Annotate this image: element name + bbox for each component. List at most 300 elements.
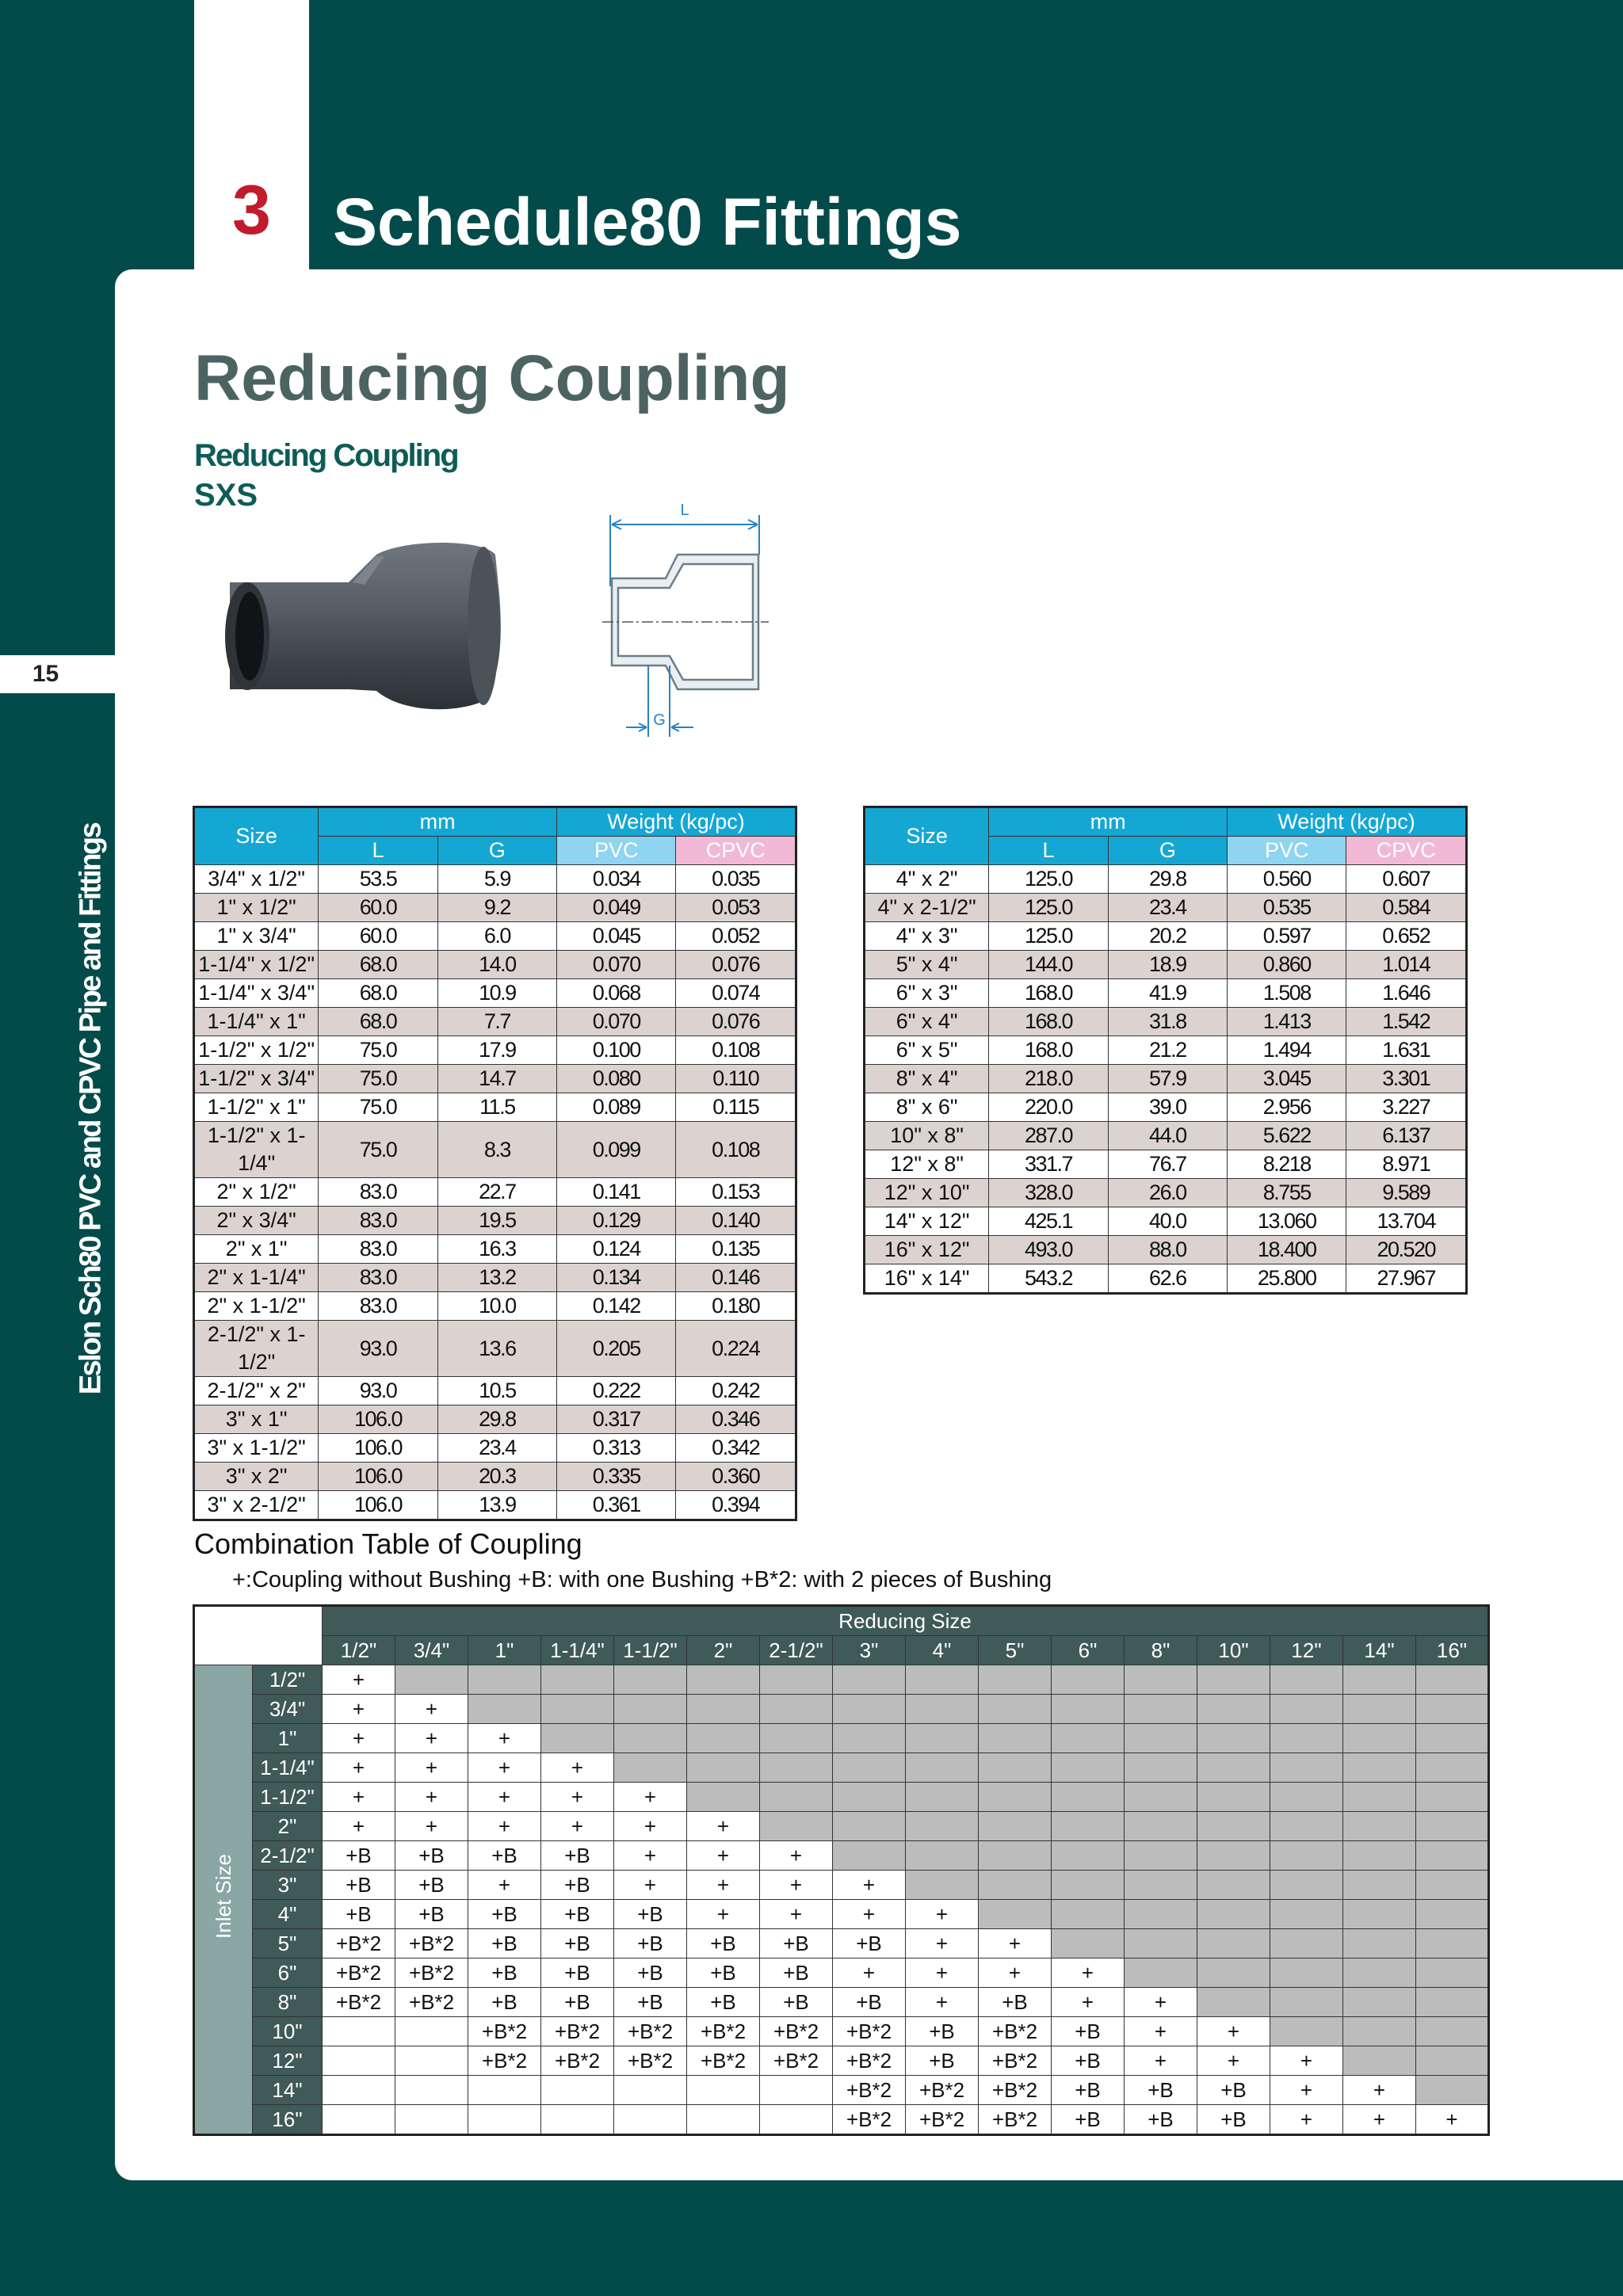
not-applicable-cell [541,1724,614,1753]
L-cell: 93.0 [319,1377,437,1405]
table-row [194,1065,796,1093]
G-cell: 22.7 [437,1178,556,1207]
not-applicable-cell [1416,1695,1489,1724]
pvc-weight-cell: 0.070 [557,951,676,979]
L-cell: 93.0 [319,1321,437,1377]
page-number: 15 [32,661,59,687]
combination-cell: +B [1125,2105,1197,2135]
L-cell: 83.0 [319,1292,437,1321]
cpvc-weight-cell: 0.140 [676,1207,796,1235]
size-header: Size [865,807,989,865]
L-cell: 125.0 [989,894,1108,922]
combination-cell: +B [614,1900,687,1929]
not-applicable-cell [1125,1900,1197,1929]
G-cell: 14.7 [437,1065,556,1093]
combination-row [194,2105,1489,2135]
cpvc-weight-cell: 0.053 [676,894,796,922]
dim-L-label: L [680,502,689,519]
combination-cell [541,2105,614,2135]
combination-cell: +B*2 [323,1958,395,1988]
size-cell: 3" x 1-1/2" [194,1434,319,1463]
L-cell: 425.1 [989,1207,1108,1236]
L-cell: 168.0 [989,1036,1108,1065]
not-applicable-cell [833,1695,906,1724]
pvc-weight-cell: 0.535 [1227,894,1346,922]
size-cell: 4" x 3" [865,922,989,951]
not-applicable-cell [1270,1724,1343,1753]
table-row [194,894,796,922]
not-applicable-cell [1343,1753,1416,1783]
not-applicable-cell [1197,1958,1270,1988]
combination-cell: +B [395,1900,468,1929]
cpvc-weight-cell: 3.301 [1346,1065,1467,1093]
cpvc-weight-cell: 8.971 [1346,1150,1467,1179]
L-cell: 106.0 [319,1491,437,1520]
combination-cell: + [395,1724,468,1753]
combination-cell: + [687,1900,760,1929]
combination-cell: +B*2 [468,2046,541,2076]
L-cell: 83.0 [319,1235,437,1264]
reducing-size-cell: 6" [1052,1636,1125,1665]
table-row [194,1008,796,1036]
reducing-size-cell: 14" [1343,1636,1416,1665]
combination-cell: + [979,1929,1052,1958]
pvc-weight-cell: 0.313 [557,1434,676,1463]
size-cell: 8" x 4" [865,1065,989,1093]
mm-header: mm [319,807,557,837]
size-cell: 2-1/2" x 1-1/2" [194,1321,319,1377]
combination-cell: +B*2 [323,1988,395,2017]
combination-cell: + [395,1812,468,1841]
combination-cell: +B [687,1929,760,1958]
G-cell: 13.6 [437,1321,556,1377]
not-applicable-cell [1197,1929,1270,1958]
cpvc-weight-cell: 3.227 [1346,1093,1467,1122]
inlet-size-cell: 6" [253,1958,323,1988]
page-header-title: Schedule80 Fittings [333,185,962,259]
G-cell: 40.0 [1108,1207,1227,1236]
combination-cell: +B*2 [979,2046,1052,2076]
combination-cell: + [906,1929,979,1958]
inlet-size-cell: 14" [253,2076,323,2105]
cpvc-weight-cell: 13.704 [1346,1207,1467,1236]
not-applicable-cell [833,1665,906,1695]
size-cell: 1" x 1/2" [194,894,319,922]
size-cell: 14" x 12" [865,1207,989,1236]
not-applicable-cell [1343,2046,1416,2076]
pvc-weight-cell: 0.045 [557,922,676,951]
L-cell: 328.0 [989,1179,1108,1207]
cpvc-weight-cell: 0.652 [1346,922,1467,951]
combination-row [194,1929,1489,1958]
L-cell: 75.0 [319,1122,437,1178]
table-row [194,1463,796,1491]
pvc-weight-cell: 0.080 [557,1065,676,1093]
pvc-header: PVC [1227,837,1346,865]
not-applicable-cell [1270,2017,1343,2046]
combination-cell: +B [1125,2076,1197,2105]
pvc-weight-cell: 0.089 [557,1093,676,1122]
not-applicable-cell [1416,1958,1489,1988]
combination-cell [614,2076,687,2105]
combination-cell: +B [906,2017,979,2046]
pvc-weight-cell: 0.205 [557,1321,676,1377]
not-applicable-cell [1416,1929,1489,1958]
combination-cell [541,2076,614,2105]
combination-cell: + [1197,2017,1270,2046]
combination-row [194,1958,1489,1988]
combination-cell: + [1416,2105,1489,2135]
reducing-size-cell: 3/4" [395,1636,468,1665]
table-row [194,979,796,1008]
cpvc-weight-cell: 0.074 [676,979,796,1008]
table-row [194,922,796,951]
pvc-weight-cell: 0.222 [557,1377,676,1405]
pvc-weight-cell: 0.860 [1227,951,1346,979]
not-applicable-cell [395,1665,468,1695]
combination-cell: +B [541,1841,614,1871]
G-cell: 8.3 [437,1122,556,1178]
combination-cell [468,2076,541,2105]
pvc-weight-cell: 0.560 [1227,865,1346,894]
L-cell: 68.0 [319,979,437,1008]
pvc-weight-cell: 1.413 [1227,1008,1346,1036]
combination-cell: +B*2 [687,2017,760,2046]
not-applicable-cell [1125,1753,1197,1783]
combination-cell: + [395,1783,468,1812]
L-cell: 331.7 [989,1150,1108,1179]
combination-cell: +B [468,1900,541,1929]
table-row [865,865,1467,894]
combination-row [194,1988,1489,2017]
pvc-header: PVC [557,837,676,865]
combination-cell: + [541,1783,614,1812]
not-applicable-cell [1343,1841,1416,1871]
L-cell: 53.5 [319,865,437,894]
not-applicable-cell [687,1783,760,1812]
not-applicable-cell [1125,1812,1197,1841]
combination-row [194,1900,1489,1929]
combination-cell: + [906,1958,979,1988]
G-cell: 29.8 [437,1405,556,1434]
pvc-weight-cell: 0.034 [557,865,676,894]
not-applicable-cell [1343,1783,1416,1812]
not-applicable-cell [1052,1753,1125,1783]
combination-cell: + [468,1871,541,1900]
size-cell: 1-1/4" x 1/2" [194,951,319,979]
G-cell: 10.9 [437,979,556,1008]
table-row [194,1377,796,1405]
combination-cell: +B*2 [833,2076,906,2105]
pvc-weight-cell: 0.597 [1227,922,1346,951]
not-applicable-cell [1197,1988,1270,2017]
reducing-size-cell: 1-1/2" [614,1636,687,1665]
pvc-weight-cell: 5.622 [1227,1122,1346,1150]
L-cell: 60.0 [319,894,437,922]
combination-row [194,1841,1489,1871]
combination-cell [395,2017,468,2046]
G-cell: 23.4 [1108,894,1227,922]
combination-cell: + [395,1753,468,1783]
combination-cell: + [760,1900,833,1929]
combination-cell [614,2105,687,2135]
table-row [194,1207,796,1235]
combination-cell: +B*2 [906,2105,979,2135]
pvc-weight-cell: 18.400 [1227,1236,1346,1264]
not-applicable-cell [687,1665,760,1695]
not-applicable-cell [1270,1900,1343,1929]
reducing-size-cell: 3" [833,1636,906,1665]
combination-cell: + [323,1665,395,1695]
not-applicable-cell [1343,1988,1416,2017]
L-cell: 220.0 [989,1093,1108,1122]
combination-cell: +B [323,1841,395,1871]
G-header: G [1108,837,1227,865]
combination-cell: + [833,1900,906,1929]
L-cell: 68.0 [319,1008,437,1036]
inlet-size-cell: 1/2" [253,1665,323,1695]
G-cell: 62.6 [1108,1264,1227,1294]
table-row [865,1207,1467,1236]
table-row [194,865,796,894]
size-header: Size [194,807,319,865]
not-applicable-cell [906,1724,979,1753]
reducing-size-cell: 2-1/2" [760,1636,833,1665]
G-cell: 10.5 [437,1377,556,1405]
not-applicable-cell [1343,2017,1416,2046]
combination-cell: +B [1197,2105,1270,2135]
not-applicable-cell [614,1665,687,1695]
combination-cell: +B [1052,2046,1125,2076]
combination-cell: +B [614,1958,687,1988]
not-applicable-cell [1197,1812,1270,1841]
not-applicable-cell [979,1841,1052,1871]
combination-cell: +B*2 [541,2017,614,2046]
L-cell: 493.0 [989,1236,1108,1264]
combination-cell: + [1052,1988,1125,2017]
not-applicable-cell [687,1753,760,1783]
combination-table [193,1604,1490,2136]
combination-row [194,1724,1489,1753]
not-applicable-cell [1197,1753,1270,1783]
weight-header: Weight (kg/pc) [557,807,796,837]
combination-cell: + [1197,2046,1270,2076]
combination-cell: +B [760,1988,833,2017]
not-applicable-cell [1343,1929,1416,1958]
not-applicable-cell [979,1753,1052,1783]
not-applicable-cell [687,1695,760,1724]
cpvc-header: CPVC [676,837,796,865]
G-header: G [437,837,556,865]
L-cell: 75.0 [319,1065,437,1093]
size-cell: 1-1/2" x 3/4" [194,1065,319,1093]
cpvc-weight-cell: 0.035 [676,865,796,894]
combination-cell [323,2046,395,2076]
combination-cell: +B [468,1988,541,2017]
not-applicable-cell [979,1900,1052,1929]
pvc-weight-cell: 0.049 [557,894,676,922]
reducing-size-cell: 10" [1197,1636,1270,1665]
not-applicable-cell [833,1724,906,1753]
not-applicable-cell [1125,1695,1197,1724]
not-applicable-cell [1270,1695,1343,1724]
table-row [865,979,1467,1008]
combination-cell: + [614,1841,687,1871]
not-applicable-cell [1197,1900,1270,1929]
G-cell: 44.0 [1108,1122,1227,1150]
not-applicable-cell [541,1665,614,1695]
combination-cell: +B [614,1929,687,1958]
table-row [865,1008,1467,1036]
combination-cell: +B [395,1871,468,1900]
inlet-size-cell: 10" [253,2017,323,2046]
not-applicable-cell [614,1724,687,1753]
not-applicable-cell [979,1695,1052,1724]
size-cell: 3" x 2" [194,1463,319,1491]
not-applicable-cell [906,1695,979,1724]
inlet-size-cell: 1" [253,1724,323,1753]
G-cell: 16.3 [437,1235,556,1264]
combination-cell: + [1270,2105,1343,2135]
reducing-size-cell: 16" [1416,1636,1489,1665]
size-cell: 5" x 4" [865,951,989,979]
combination-cell: +B*2 [395,1958,468,1988]
not-applicable-cell [1343,1900,1416,1929]
pvc-weight-cell: 0.142 [557,1292,676,1321]
combination-cell: +B*2 [614,2046,687,2076]
product-photo [214,507,515,721]
combination-title: Combination Table of Coupling [194,1527,582,1560]
combination-cell [468,2105,541,2135]
combination-cell: +B [468,1929,541,1958]
not-applicable-cell [979,1812,1052,1841]
cpvc-weight-cell: 0.224 [676,1321,796,1377]
not-applicable-cell [1416,2017,1489,2046]
size-cell: 2-1/2" x 2" [194,1377,319,1405]
inlet-size-cell: 5" [253,1929,323,1958]
combination-cell: + [468,1753,541,1783]
combination-cell: + [541,1753,614,1783]
combination-cell: +B*2 [323,1929,395,1958]
G-cell: 7.7 [437,1008,556,1036]
inlet-size-label: Inlet Size [212,1853,235,1939]
combination-cell: +B [468,1841,541,1871]
table-row [865,951,1467,979]
combination-cell: + [906,1988,979,2017]
combination-cell: +B [833,1929,906,1958]
cpvc-weight-cell: 0.360 [676,1463,796,1491]
size-cell: 2" x 1" [194,1235,319,1264]
not-applicable-cell [1052,1871,1125,1900]
cpvc-weight-cell: 0.180 [676,1292,796,1321]
L-cell: 106.0 [319,1405,437,1434]
pvc-weight-cell: 0.361 [557,1491,676,1520]
not-applicable-cell [1125,1929,1197,1958]
table-row [194,1093,796,1122]
size-cell: 6" x 4" [865,1008,989,1036]
L-cell: 125.0 [989,865,1108,894]
cpvc-weight-cell: 0.346 [676,1405,796,1434]
reducing-size-header: Reducing Size [323,1606,1489,1636]
combination-row [194,1665,1489,1695]
combination-cell: +B*2 [979,2105,1052,2135]
table-row [865,894,1467,922]
dimension-drawing [594,499,777,745]
combination-cell: +B*2 [395,1929,468,1958]
not-applicable-cell [906,1783,979,1812]
not-applicable-cell [541,1695,614,1724]
spec-table-right [863,806,1468,1295]
combination-cell: +B*2 [614,2017,687,2046]
combination-cell [760,2105,833,2135]
combination-cell: +B*2 [906,2076,979,2105]
reducing-size-cell: 1" [468,1636,541,1665]
size-cell: 10" x 8" [865,1122,989,1150]
reducing-size-cell: 1-1/4" [541,1636,614,1665]
cpvc-weight-cell: 0.607 [1346,865,1467,894]
G-cell: 13.9 [437,1491,556,1520]
not-applicable-cell [1197,1665,1270,1695]
reducing-size-cell: 5" [979,1636,1052,1665]
pvc-weight-cell: 2.956 [1227,1093,1346,1122]
pvc-weight-cell: 0.141 [557,1178,676,1207]
combination-cell [395,2105,468,2135]
L-cell: 144.0 [989,951,1108,979]
weight-header: Weight (kg/pc) [1227,807,1466,837]
combination-cell [395,2046,468,2076]
combination-cell: +B [395,1841,468,1871]
not-applicable-cell [906,1753,979,1783]
not-applicable-cell [1052,1783,1125,1812]
not-applicable-cell [1052,1665,1125,1695]
combination-cell [323,2105,395,2135]
not-applicable-cell [1125,1841,1197,1871]
size-cell: 1-1/4" x 1" [194,1008,319,1036]
L-cell: 83.0 [319,1264,437,1292]
not-applicable-cell [1197,1695,1270,1724]
combination-cell: + [541,1812,614,1841]
size-cell: 16" x 12" [865,1236,989,1264]
not-applicable-cell [1052,1695,1125,1724]
G-cell: 76.7 [1108,1150,1227,1179]
not-applicable-cell [906,1812,979,1841]
not-applicable-cell [1125,1665,1197,1695]
combination-row [194,1753,1489,1783]
cpvc-weight-cell: 0.115 [676,1093,796,1122]
inlet-size-cell: 2" [253,1812,323,1841]
G-cell: 18.9 [1108,951,1227,979]
cpvc-weight-cell: 0.342 [676,1434,796,1463]
not-applicable-cell [614,1753,687,1783]
not-applicable-cell [614,1695,687,1724]
reducing-size-row [194,1606,1489,1636]
combination-cell: + [468,1724,541,1753]
combination-cell: + [323,1753,395,1783]
combination-row [194,1871,1489,1900]
not-applicable-cell [1416,1812,1489,1841]
cpvc-weight-cell: 0.394 [676,1491,796,1520]
side-title: Eslon Sch80 PVC and CPVC Pipe and Fittings [74,823,108,1395]
size-cell: 1-1/2" x 1-1/4" [194,1122,319,1178]
L-header: L [319,837,437,865]
cpvc-weight-cell: 0.153 [676,1178,796,1207]
table-row [194,951,796,979]
inlet-size-cell: 16" [253,2105,323,2135]
L-cell: 75.0 [319,1093,437,1122]
L-cell: 168.0 [989,1008,1108,1036]
table-row [865,1179,1467,1207]
combination-cell: +B*2 [541,2046,614,2076]
